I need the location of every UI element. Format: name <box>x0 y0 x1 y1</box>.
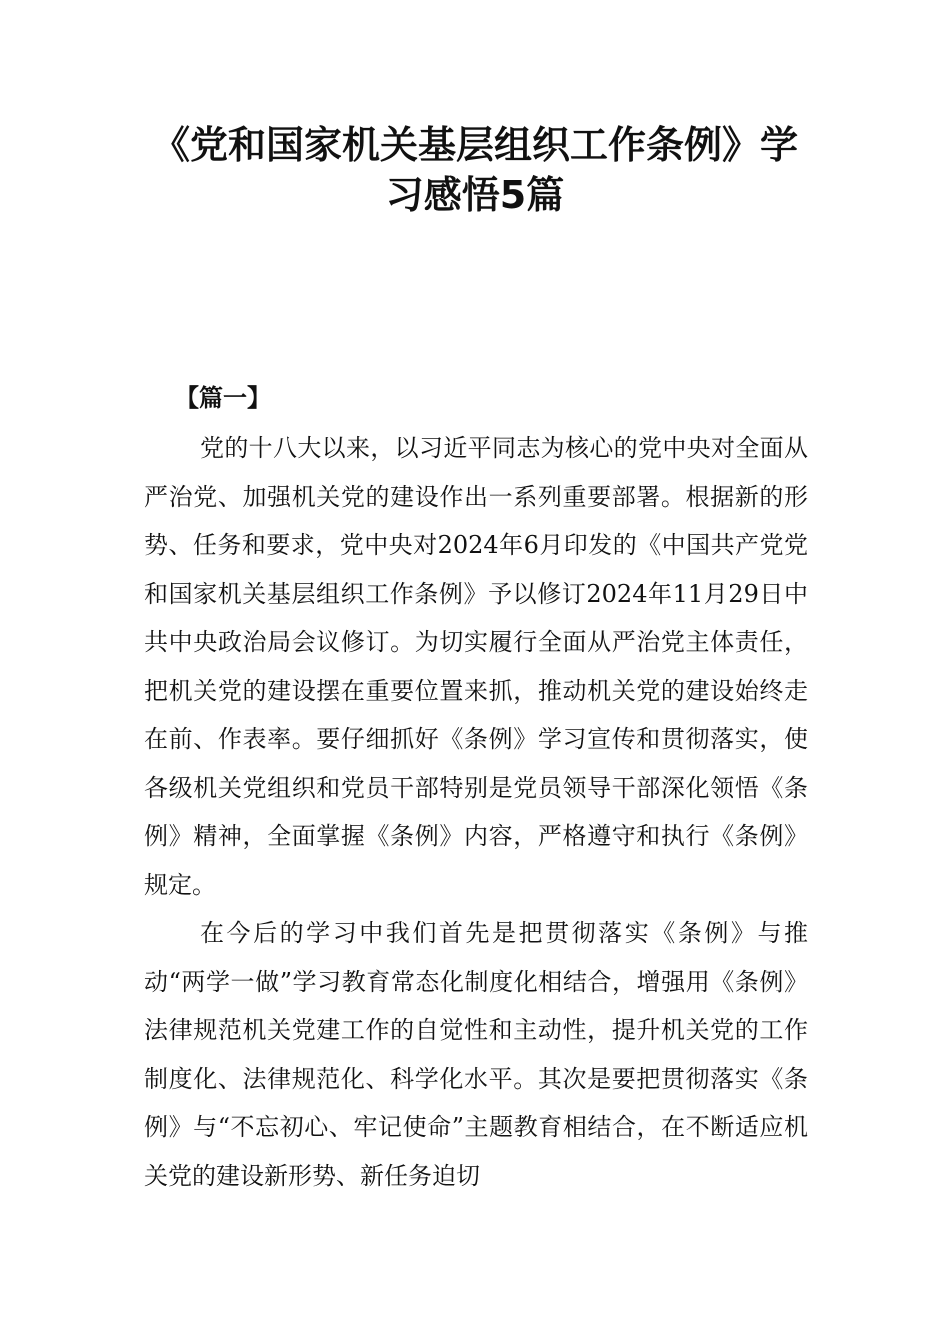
paragraph-2: 在今后的学习中我们首先是把贯彻落实《条例》与推动“两学一做”学习教育常态化制度化相结合，增强用《条例》法律规范机关党建工作的自觉性和主动性，提升机关党的工作制度化、法律规范化、科学化水平。其次是要把贯彻落实《条例》与“不忘初心、牢记使命”主题教育相结合，在不断适应机关党的建设新形势、新任务迫切 <box>144 919 808 1190</box>
document-body <box>144 424 808 1200</box>
section-heading: 【篇一】 <box>175 383 271 412</box>
paragraph-1: 党的十八大以来，以习近平同志为核心的党中央对全面从严治党、加强机关党的建设作出一系列重要部署。根据新的形势、任务和要求，党中央对2024年6月印发的《中国共产党党和国家机关基层组织工作条例》予以修订2024年11月29日中共中央政治局会议修订。为切实履行全面从严治党主体责任，把机关党的建设摆在重要位置来抓，推动机关党的建设始终走在前、作表率。要仔细抓好《条例》学习宣传和贯彻落实，使各级机关党组织和党员干部特别是党员领导干部深化领悟《条例》精神，全面掌握《条例》内容，严格遵守和执行《条例》规定。 <box>144 434 808 899</box>
document-title: 《党和国家机关基层组织工作条例》学习感悟5篇 <box>151 123 798 217</box>
